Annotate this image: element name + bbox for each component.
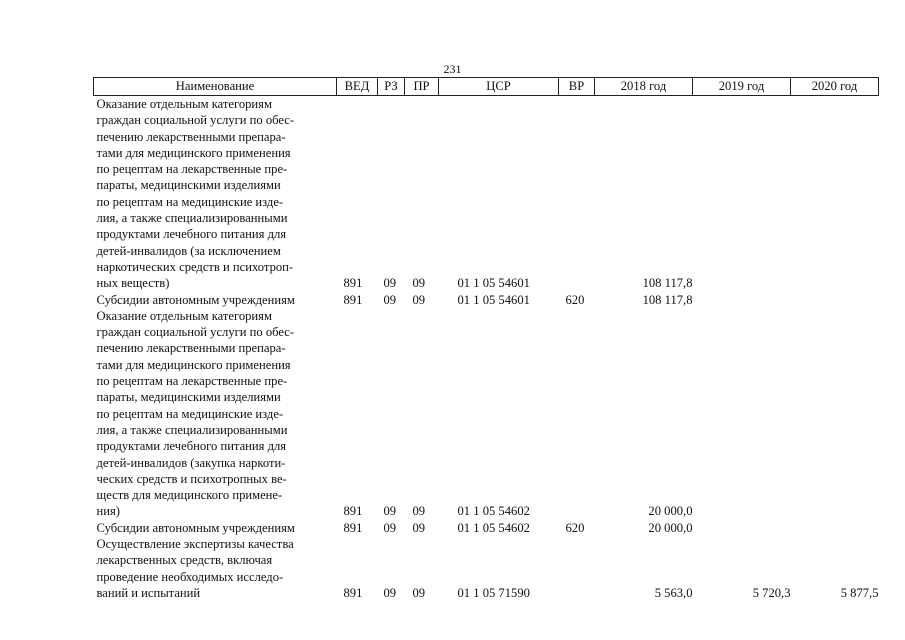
row-name-line: проведение необходимых исследо- <box>96 569 284 584</box>
row-name-line: Оказание отдельным категориям <box>96 308 272 323</box>
header-pr: ПР <box>405 78 439 96</box>
cell-rz: 09 <box>383 276 397 291</box>
row-name-cell <box>94 292 337 308</box>
cell-csr: 01 1 05 54601 <box>457 292 530 307</box>
row-name-line: по рецептам на лекарственные пре- <box>96 162 288 177</box>
row-name-line: лия, а также специализированными <box>96 211 288 226</box>
cell-y2019 <box>693 292 791 308</box>
cell-vr <box>559 96 595 292</box>
cell-rz: 09 <box>383 520 397 535</box>
cell-csr: 01 1 05 54602 <box>457 520 530 535</box>
row-name-cell <box>94 520 337 536</box>
header-csr: ЦСР <box>439 78 559 96</box>
row-name-line: лия, а также специализированными <box>96 422 288 437</box>
header-name: Наименование <box>94 78 337 96</box>
cell-y2020 <box>791 292 879 308</box>
row-name-line: Оказание отдельным категориям <box>96 97 272 111</box>
cell-y2018: 108 117,8 <box>642 276 693 291</box>
cell-y2019 <box>693 96 791 292</box>
row-name-line: наркотических средств и психотроп- <box>96 259 294 274</box>
row-name-line: Осуществление экспертизы качества <box>96 537 294 552</box>
row-name-line: детей-инвалидов (за исключением <box>96 243 281 258</box>
row-name-line: по рецептам на медицинские изде- <box>96 194 284 209</box>
row-name-line: тами для медицинского применения <box>96 145 291 160</box>
cell-y2018: 108 117,8 <box>642 292 693 307</box>
cell-y2019 <box>693 520 791 536</box>
cell-y2020 <box>791 308 879 520</box>
row-name-line: продуктами лечебного питания для <box>96 227 287 242</box>
row-name-cell <box>94 308 337 520</box>
cell-pr: 09 <box>412 520 426 535</box>
table-row <box>94 292 879 308</box>
cell-pr: 09 <box>412 585 426 600</box>
table-header-row <box>94 78 879 96</box>
header-ved: ВЕД <box>337 78 378 96</box>
row-name-line: печению лекарственными препара- <box>96 129 286 144</box>
cell-ved: 891 <box>343 276 363 291</box>
row-name-line: лекарственных средств, включая <box>96 553 273 568</box>
row-name-line: Субсидии автономным учреждениям <box>96 520 295 535</box>
cell-ved: 891 <box>343 520 363 535</box>
page-number: 231 <box>443 62 462 76</box>
budget-table <box>93 77 879 601</box>
header-2020: 2020 год <box>791 78 879 96</box>
row-name-line: граждан социальной услуги по обес- <box>96 325 295 340</box>
row-name-line: по рецептам на лекарственные пре- <box>96 374 288 389</box>
cell-pr: 09 <box>412 504 426 519</box>
row-name-cell <box>94 96 337 292</box>
cell-y2019 <box>693 308 791 520</box>
cell-csr: 01 1 05 54601 <box>457 276 530 291</box>
cell-y2020 <box>791 96 879 292</box>
row-name-line: параты, медицинскими изделиями <box>96 390 281 405</box>
cell-rz: 09 <box>383 504 397 519</box>
cell-csr: 01 1 05 71590 <box>457 585 530 600</box>
row-name-line: по рецептам на медицинские изде- <box>96 406 284 421</box>
cell-pr: 09 <box>412 292 426 307</box>
row-name-line: тами для медицинского применения <box>96 357 291 372</box>
cell-vr: 620 <box>565 520 585 535</box>
table-body <box>94 96 879 602</box>
row-name-line: печению лекарственными препара- <box>96 341 286 356</box>
cell-rz: 09 <box>383 292 397 307</box>
cell-y2020 <box>791 520 879 536</box>
row-name-line: граждан социальной услуги по обес- <box>96 113 295 128</box>
cell-y2019: 5 720,3 <box>752 585 791 600</box>
row-name-line: ных веществ) <box>96 276 170 291</box>
cell-pr: 09 <box>412 276 426 291</box>
row-name-line: ществ для медицинского примене- <box>96 488 283 503</box>
header-2018: 2018 год <box>595 78 693 96</box>
table-row <box>94 308 879 520</box>
row-name-line: продуктами лечебного питания для <box>96 439 287 454</box>
cell-vr <box>559 308 595 520</box>
cell-vr <box>559 536 595 601</box>
row-name-line: ческих средств и психотропных ве- <box>96 471 287 486</box>
table-row <box>94 520 879 536</box>
cell-y2018: 5 563,0 <box>654 585 693 600</box>
cell-rz: 09 <box>383 585 397 600</box>
cell-y2018: 20 000,0 <box>648 520 693 535</box>
cell-csr: 01 1 05 54602 <box>457 504 530 519</box>
cell-vr: 620 <box>565 292 585 307</box>
cell-y2020: 5 877,5 <box>840 585 879 600</box>
row-name-line: ваний и испытаний <box>96 585 201 600</box>
header-vr: ВР <box>559 78 595 96</box>
cell-ved: 891 <box>343 504 363 519</box>
row-name-cell <box>94 536 337 601</box>
row-name-line: ния) <box>96 504 120 519</box>
header-rz: РЗ <box>378 78 405 96</box>
table-row <box>94 96 879 292</box>
cell-ved: 891 <box>343 585 363 600</box>
row-name-line: Субсидии автономным учреждениям <box>96 292 295 307</box>
header-2019: 2019 год <box>693 78 791 96</box>
row-name-line: параты, медицинскими изделиями <box>96 178 281 193</box>
row-name-line: детей-инвалидов (закупка наркоти- <box>96 455 286 470</box>
cell-y2018: 20 000,0 <box>648 504 693 519</box>
table-row <box>94 536 879 601</box>
cell-ved: 891 <box>343 292 363 307</box>
